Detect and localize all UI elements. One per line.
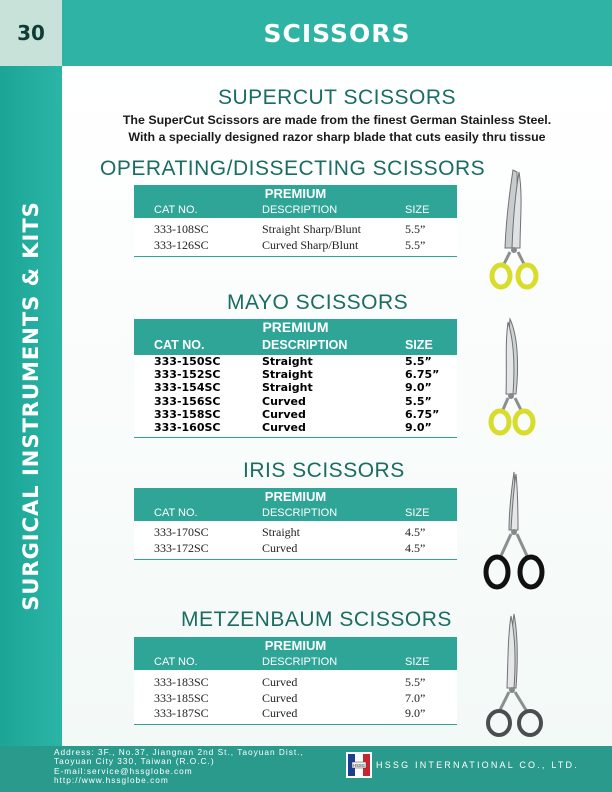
col-description: DESCRIPTION xyxy=(262,507,338,519)
table-row xyxy=(134,690,457,706)
table-row xyxy=(134,368,457,381)
supercut-title: SUPERCUT SCISSORS xyxy=(218,86,456,109)
col-size: SIZE xyxy=(405,338,433,352)
company-logo xyxy=(346,752,372,778)
table-row xyxy=(134,395,457,408)
col-cat-no: CAT NO. xyxy=(154,507,198,519)
table-header xyxy=(134,319,457,355)
table-row xyxy=(134,237,457,253)
size: 5.5” xyxy=(405,394,432,408)
size: 5.5” xyxy=(405,237,426,252)
iris-scissors-image xyxy=(478,468,550,596)
size: 6.75” xyxy=(405,368,440,382)
table-row xyxy=(134,381,457,394)
mayo-table xyxy=(134,319,457,438)
column-headers xyxy=(134,505,457,521)
table-row xyxy=(134,674,457,690)
cat-no: 333-156SC xyxy=(154,394,221,408)
table-header xyxy=(134,488,457,521)
col-description: DESCRIPTION xyxy=(262,338,348,352)
size: 4.5” xyxy=(405,540,426,555)
size: 6.75” xyxy=(405,407,440,421)
metzenbaum-scissors-image xyxy=(480,610,552,742)
cat-no: 333-170SC xyxy=(154,525,209,539)
description: Curved xyxy=(262,407,306,421)
email[interactable]: E-mail:service@hssglobe.com xyxy=(54,765,193,776)
table-row xyxy=(134,221,457,237)
col-description: DESCRIPTION xyxy=(262,204,338,216)
cat-no: 333-126SC xyxy=(154,237,209,252)
cat-no: 333-108SC xyxy=(154,222,209,236)
table-row xyxy=(134,355,457,368)
premium-label: PREMIUM xyxy=(262,319,329,335)
size: 5.5” xyxy=(405,222,426,236)
footer-contact xyxy=(54,748,304,785)
premium-label: PREMIUM xyxy=(264,489,327,504)
website-link[interactable]: http://www.hssglobe.com xyxy=(54,774,169,785)
cat-no: 333-172SC xyxy=(154,540,209,555)
operating-dissecting-title: OPERATING/DISSECTING SCISSORS xyxy=(100,157,486,180)
description: Straight xyxy=(262,381,313,395)
size: 9.0” xyxy=(405,420,432,434)
table-row xyxy=(134,540,457,556)
column-headers xyxy=(134,202,457,218)
mayo-scissors-image xyxy=(484,316,544,441)
description: Curved Sharp/Blunt xyxy=(262,237,359,252)
footer xyxy=(0,746,612,792)
table-body xyxy=(134,521,457,559)
metzenbaum-table xyxy=(134,637,457,725)
size: 9.0” xyxy=(405,706,426,720)
cat-no: 333-158SC xyxy=(154,407,221,421)
size: 5.5” xyxy=(405,675,426,689)
size: 5.5” xyxy=(405,355,432,368)
column-headers xyxy=(134,336,457,355)
description: Curved xyxy=(262,675,298,689)
col-size: SIZE xyxy=(405,204,430,216)
premium-label: PREMIUM xyxy=(264,638,327,653)
col-size: SIZE xyxy=(405,507,430,519)
col-size: SIZE xyxy=(405,656,430,668)
sidebar-band xyxy=(0,66,62,746)
mayo-title: MAYO SCISSORS xyxy=(227,291,409,314)
sidebar-title: SURGICAL INSTRUMENTS & KITS xyxy=(19,201,43,611)
operating-scissors-image xyxy=(484,166,544,296)
description: Straight Sharp/Blunt xyxy=(262,222,361,236)
page-header-title: SCISSORS xyxy=(62,0,612,66)
cat-no: 333-150SC xyxy=(154,355,221,368)
col-cat-no: CAT NO. xyxy=(154,204,198,216)
metzenbaum-title: METZENBAUM SCISSORS xyxy=(181,608,452,631)
size: 9.0” xyxy=(405,381,432,395)
intro-line-2: With a specially designed razor sharp blade that cuts easily thru tissue xyxy=(128,130,546,144)
description: Curved xyxy=(262,394,306,408)
supercut-intro xyxy=(62,112,612,146)
cat-no: 333-183SC xyxy=(154,675,209,689)
table-header xyxy=(134,637,457,670)
table-body xyxy=(134,218,457,256)
table-body xyxy=(134,355,457,437)
size: 4.5” xyxy=(405,525,426,539)
cat-no: 333-160SC xyxy=(154,420,221,434)
table-row xyxy=(134,421,457,434)
company-name: HSSG INTERNATIONAL CO., LTD. xyxy=(376,760,579,770)
cat-no: 333-185SC xyxy=(154,690,209,705)
description: Curved xyxy=(262,706,298,720)
col-cat-no: CAT NO. xyxy=(154,656,198,668)
operating-dissecting-table xyxy=(134,185,457,257)
col-cat-no: CAT NO. xyxy=(154,338,205,352)
page-number: 30 xyxy=(0,0,62,66)
description: Curved xyxy=(262,690,298,705)
premium-label: PREMIUM xyxy=(264,186,327,201)
cat-no: 333-152SC xyxy=(154,368,221,382)
description: Curved xyxy=(262,540,298,555)
description: Straight xyxy=(262,368,313,382)
description: Curved xyxy=(262,420,306,434)
iris-title: IRIS SCISSORS xyxy=(243,459,405,482)
intro-line-1: The SuperCut Scissors are made from the finest German Stainless Steel. xyxy=(122,113,552,127)
description: Straight xyxy=(262,525,300,539)
address-line-2: Taoyuan City 330, Taiwan (R.O.C.) xyxy=(54,756,215,767)
address-line-1: Address: 3F., No.37, Jiangnan 2nd St., Taoyuan Dist., xyxy=(54,747,304,757)
logo-text: HSSG xyxy=(353,763,365,768)
table-row xyxy=(134,524,457,540)
column-headers xyxy=(134,654,457,670)
table-header xyxy=(134,185,457,218)
col-description: DESCRIPTION xyxy=(262,656,338,668)
iris-table xyxy=(134,488,457,560)
table-row xyxy=(134,408,457,421)
cat-no: 333-154SC xyxy=(154,381,221,395)
size: 7.0” xyxy=(405,690,426,705)
cat-no: 333-187SC xyxy=(154,706,209,720)
table-row xyxy=(134,705,457,721)
description: Straight xyxy=(262,355,313,368)
table-body xyxy=(134,670,457,724)
